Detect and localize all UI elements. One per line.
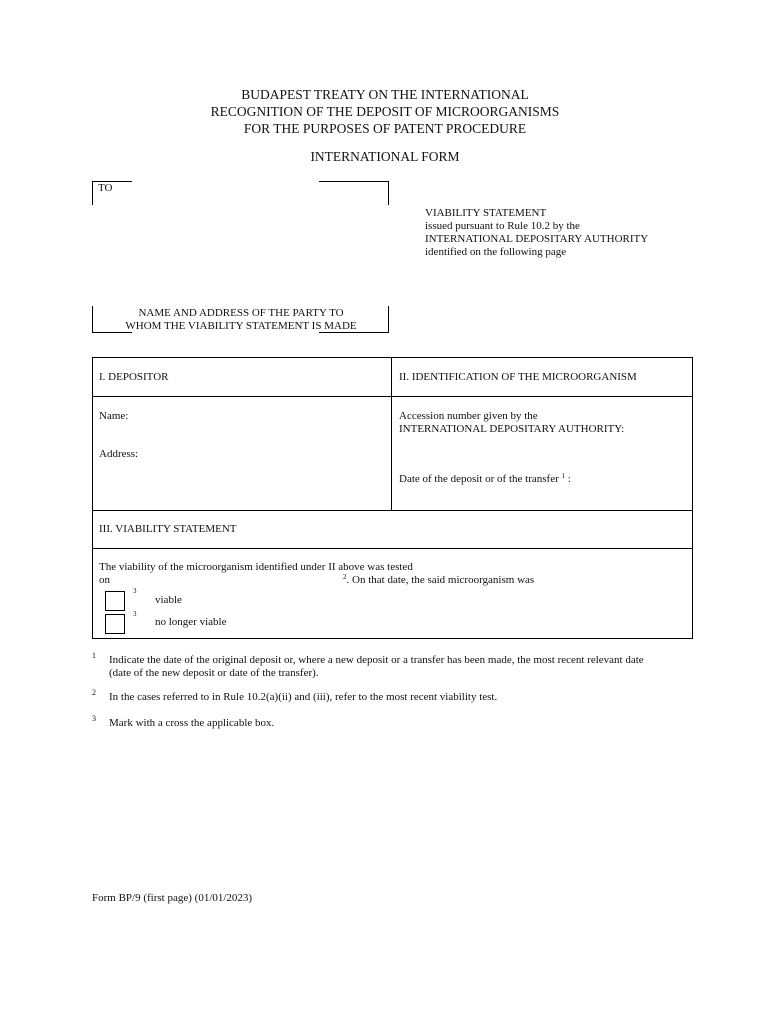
statement-heading-line-2: issued pursuant to Rule 10.2 by the — [425, 220, 580, 232]
depositor-name-label: Name: — [99, 410, 129, 422]
deposit-date-footnote-ref: 1 — [561, 472, 565, 480]
depositor-address-field[interactable] — [150, 442, 385, 502]
form-id-footer: Form BP/9 (first page) (01/01/2023) — [92, 892, 253, 904]
viable-checkbox[interactable] — [105, 591, 125, 611]
footnote-3-number: 3 — [92, 714, 96, 723]
viability-date-footnote-ref: 2 — [343, 573, 347, 581]
no-longer-viable-sup: 3 — [133, 610, 137, 618]
form-title: INTERNATIONAL FORM — [310, 149, 460, 164]
viability-on-label: on — [99, 574, 110, 586]
depositor-address-label: Address: — [99, 448, 139, 460]
depositor-name-field[interactable] — [140, 404, 385, 424]
deposit-date-text: Date of the deposit or of the transfer — [399, 473, 559, 485]
section-depositor-heading: I. DEPOSITOR — [99, 371, 169, 383]
title-line-1: BUDAPEST TREATY ON THE INTERNATIONAL — [241, 87, 529, 102]
deposit-date-colon: : — [565, 473, 571, 485]
document-title — [0, 86, 770, 137]
no-longer-viable-label: no longer viable — [155, 616, 227, 628]
to-caption-line-2: WHOM THE VIABILITY STATEMENT IS MADE — [125, 320, 357, 332]
accession-label — [399, 410, 624, 436]
accession-line-2: INTERNATIONAL DEPOSITARY AUTHORITY: — [399, 423, 625, 435]
section-identification-heading: II. IDENTIFICATION OF THE MICROORGANISM — [399, 371, 637, 383]
footnote-2-number: 2 — [92, 688, 96, 697]
statement-heading-line-4: identified on the following page — [425, 246, 567, 258]
to-box-caption — [93, 307, 389, 333]
footnote-2-text: In the cases referred to in Rule 10.2(a)(ii) and (iii), refer to the most recent viability test. — [109, 691, 498, 703]
footnote-3-text: Mark with a cross the applicable box. — [109, 717, 275, 729]
statement-heading-line-3: INTERNATIONAL DEPOSITARY AUTHORITY — [425, 233, 649, 245]
footnote-1-text — [109, 654, 644, 680]
footnote-1-number: 1 — [92, 651, 96, 660]
to-caption-line-1: NAME AND ADDRESS OF THE PARTY TO — [138, 307, 344, 319]
viability-test-date-field[interactable] — [120, 571, 335, 587]
accession-line-1: Accession number given by the — [399, 410, 538, 422]
no-longer-viable-footnote-ref — [133, 611, 137, 624]
deposit-date-field[interactable] — [590, 470, 685, 490]
deposit-date-label — [399, 473, 571, 486]
statement-heading — [425, 207, 648, 259]
accession-number-field[interactable] — [399, 438, 684, 464]
footnote-1-line-1: Indicate the date of the original deposit or, where a new deposit or a transfer has been made, the most recent relevant date — [109, 654, 644, 666]
title-line-2: RECOGNITION OF THE DEPOSIT OF MICROORGANISMS — [210, 104, 560, 119]
viable-footnote-ref — [133, 588, 137, 601]
viable-label: viable — [155, 594, 182, 606]
no-longer-viable-checkbox[interactable] — [105, 614, 125, 634]
statement-heading-line-1: VIABILITY STATEMENT — [425, 207, 547, 219]
viable-sup: 3 — [133, 587, 137, 595]
section-viability-heading: III. VIABILITY STATEMENT — [99, 523, 237, 535]
viability-date-suffix: . On that date, the said microorganism was — [346, 574, 535, 586]
title-line-3: FOR THE PURPOSES OF PATENT PROCEDURE — [243, 121, 527, 136]
viability-tested-text: The viability of the microorganism identified under II above was tested — [99, 561, 413, 573]
viability-date-note — [343, 574, 534, 587]
footnote-1-line-2: (date of the new deposit or date of the transfer). — [109, 667, 319, 679]
to-label: TO — [98, 182, 113, 194]
